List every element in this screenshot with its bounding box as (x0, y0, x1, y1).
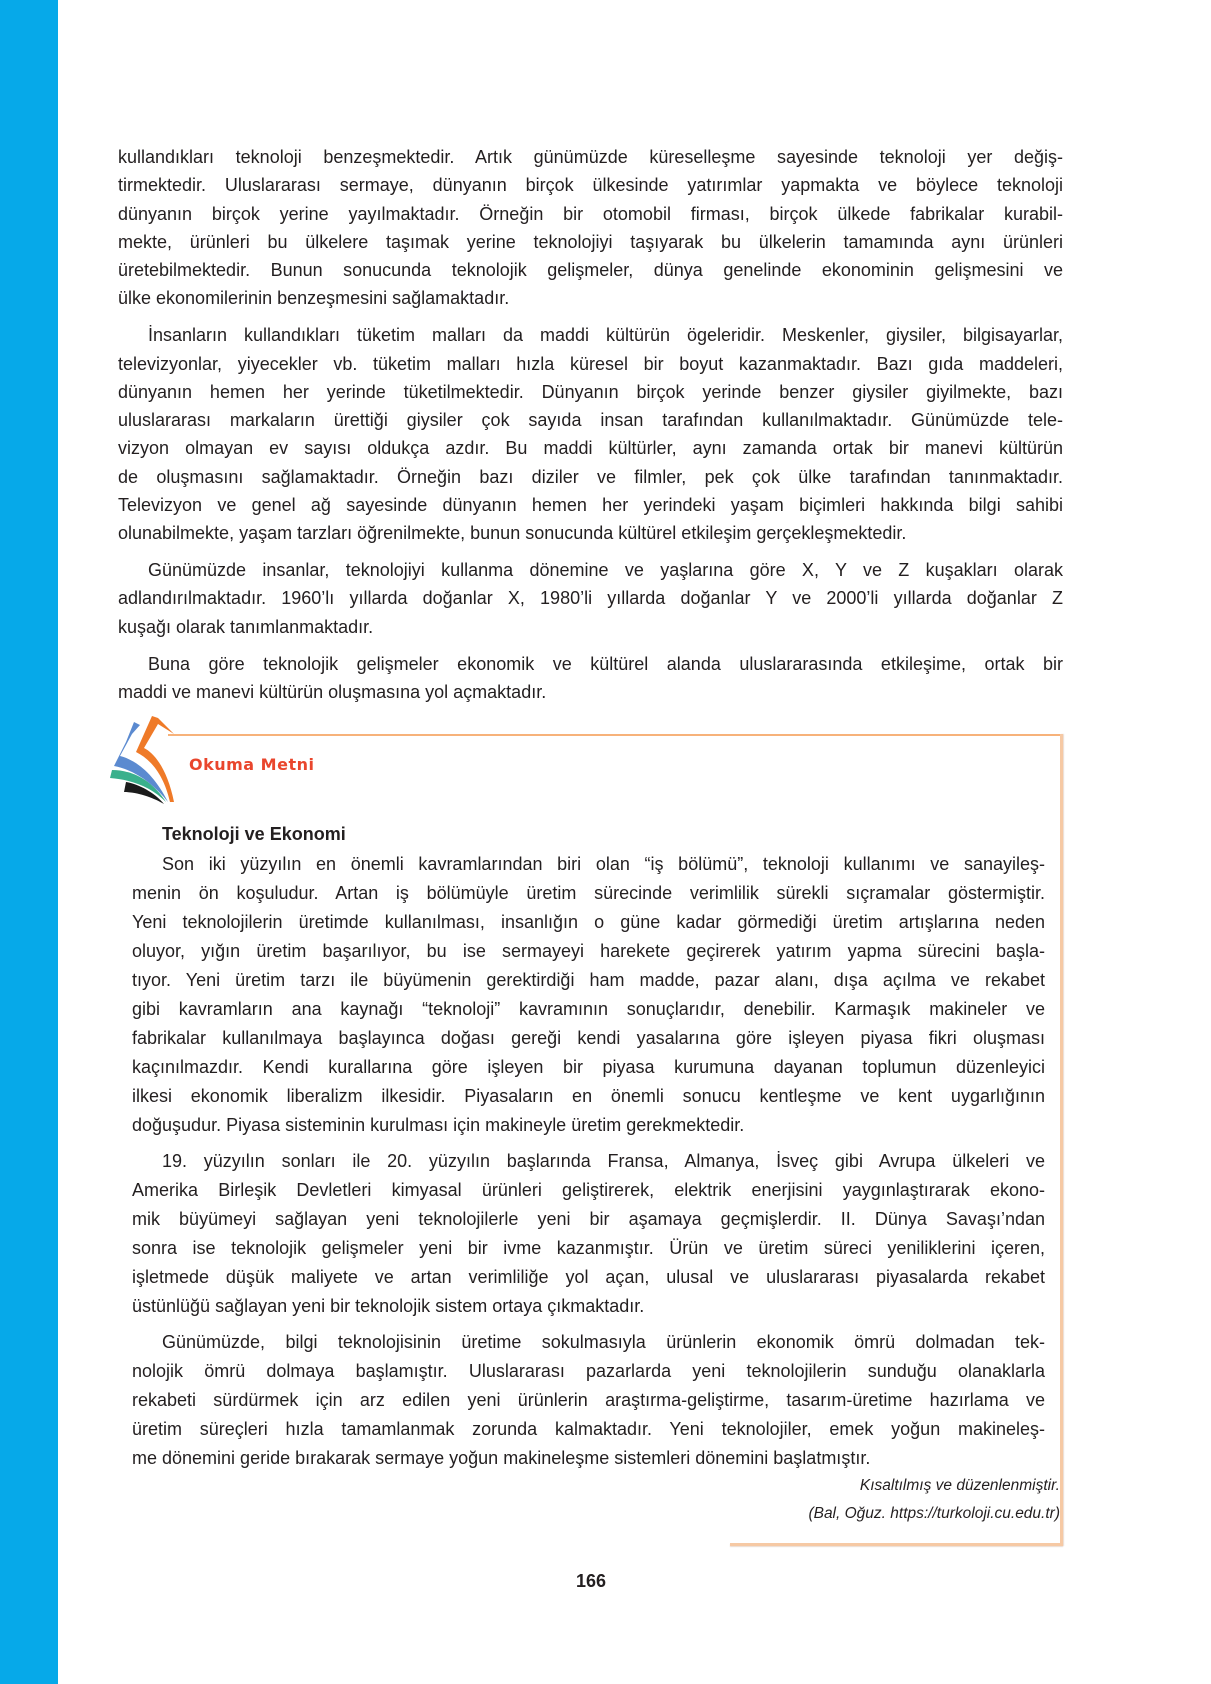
paragraph (132, 850, 1045, 1140)
text-line: sonra ise teknolojik gelişmeler yeni bir ivme kazanmıştır. Ürün ve üretim süreci yeniliklerini içeren, (132, 1238, 1045, 1258)
text-line: me dönemini geride bırakarak sermaye yoğun makineleşme sistemleri dönemini başlatmıştır. (132, 1448, 871, 1468)
paragraph (132, 1328, 1045, 1473)
paragraph (118, 650, 1063, 707)
reading-box-text (132, 850, 1045, 1480)
reading-box-title: Teknoloji ve Ekonomi (162, 824, 346, 844)
text-line: ilkesi ekonomik liberalizm ilkesidir. Piyasaların en önemli sonucu kentleşme ve kent uygarlığının (132, 1086, 1045, 1106)
main-text (118, 143, 1063, 715)
text-line: Yeni teknolojilerin üretimde kullanılması, insanlığın o güne kadar görmediği üretim artışlarına neden (132, 912, 1045, 932)
text-line: olunabilmekte, yaşam tarzları öğrenilmekte, bunun sonucunda kültürel etkileşim gerçekleşmektedir. (118, 523, 907, 544)
text-line: mekte, ürünleri bu ülkelere taşımak yerine teknolojiyi taşıyarak bu ülkelerin tamamında aynı ürünleri (118, 231, 1063, 252)
reading-box-border-top (168, 734, 1062, 736)
citation-source: (Bal, Oğuz. https://turkoloji.cu.edu.tr) (808, 1505, 1060, 1522)
text-line: kullandıkları teknoloji benzeşmektedir. Artık günümüzde küreselleşme sayesinde teknoloji yer değiş- (118, 147, 1063, 167)
text-line: menin ön koşuludur. Artan iş bölümüyle üretim sürecinde verimlilik sürekli sıçramalar göstermiştir. (132, 883, 1045, 903)
text-line: dünyanın birçok yerine yayılmaktadır. Örneğin bir otomobil firması, birçok ülkede fabrikalar kurabil- (118, 203, 1063, 224)
text-line: oluyor, yığın üretim başarılıyor, bu ise sermayeyi harekete geçirerek yatırım yapma sürecini başla- (132, 941, 1045, 961)
text-line: de oluşmasını sağlamaktadır. Örneğin bazı diziler ve filmler, pek çok ülke tarafından tanınmaktadır. (118, 466, 1063, 487)
citation-note: Kısaltılmış ve düzenlenmiştir. (859, 1477, 1060, 1494)
text-line: kuşağı olarak tanımlanmaktadır. (118, 616, 374, 637)
text-line: doğuşudur. Piyasa sisteminin kurulması için makineyle üretim gerekmektedir. (132, 1115, 745, 1135)
text-line: Televizyon ve genel ağ sayesinde dünyanın hemen her yerindeki yaşam biçimleri hakkında bilgi sahibi (118, 495, 1063, 516)
text-line: Buna göre teknolojik gelişmeler ekonomik ve kültürel alanda uluslararasında etkileşime, ortak bir (148, 653, 1063, 674)
reading-box-border-bottom (730, 1543, 1063, 1546)
paragraph (132, 1147, 1045, 1321)
text-line: rekabeti sürdürmek için arz edilen yeni ürünlerin araştırma-geliştirme, tasarım-üretime hazırlama ve (132, 1390, 1045, 1410)
text-line: dünyanın hemen her yerinde tüketilmektedir. Dünyanın birçok yerinde benzer giysiler giyilmekte, bazı (118, 381, 1063, 402)
text-line: İnsanların kullandıkları tüketim malları da maddi kültürün ögeleridir. Meskenler, giysiler, bilgisayarlar, (148, 325, 1063, 346)
open-book-icon (104, 712, 180, 804)
reading-box-label: Okuma Metni (189, 755, 315, 774)
paragraph (118, 143, 1063, 313)
text-line: üretim süreçleri hızla tamamlanmak zorunda kalmaktadır. Yeni teknolojiler, emek yoğun makineleş- (132, 1419, 1045, 1439)
text-line: vizyon olmayan ev sayısı oldukça azdır. Bu maddi kültürler, aynı zamanda ortak bir manevi kültürün (118, 438, 1063, 459)
text-line: televizyonlar, yiyecekler vb. tüketim malları hızla küresel bir boyut kazanmaktadır. Bazı gıda maddeleri, (118, 353, 1063, 374)
text-line: kaçınılmazdır. Kendi kurallarına göre işleyen bir piyasa kurumuna dayanan toplumun düzenleyici (132, 1057, 1045, 1077)
paragraph (118, 556, 1063, 641)
side-color-bar (0, 0, 58, 1684)
text-line: nolojik ömrü dolmaya başlamıştır. Uluslararası pazarlarda yeni teknolojilerin sunduğu olanaklarla (132, 1361, 1045, 1381)
text-line: gibi kavramların ana kaynağı “teknoloji” kavramının sonuçlarıdır, denebilir. Karmaşık makineler ve (132, 999, 1045, 1019)
text-line: uluslararası markaların ürettiği giysiler çok sayıda insan tarafından kullanılmaktadır. Günümüzde tele- (118, 410, 1063, 431)
text-line: 19. yüzyılın sonları ile 20. yüzyılın başlarında Fransa, Almanya, İsveç gibi Avrupa ülkeleri ve (162, 1151, 1045, 1171)
text-line: ülke ekonomilerinin benzeşmesini sağlamaktadır. (118, 288, 510, 309)
text-line: adlandırılmaktadır. 1960’lı yıllarda doğanlar X, 1980’li yıllarda doğanlar Y ve 2000’li yıllarda doğanlar Z (118, 588, 1063, 609)
text-line: tirmektedir. Uluslararası sermaye, dünyanın birçok ülkesinde yatırımlar yapmakta ve böylece teknoloji (118, 175, 1063, 196)
text-line: Son iki yüzyılın en önemli kavramlarından biri olan “iş bölümü”, teknoloji kullanımı ve sanayileş- (162, 854, 1045, 874)
text-line: Amerika Birleşik Devletleri kimyasal ürünleri geliştirerek, elektrik enerjisini yaygınlaştırarak ekono- (132, 1180, 1045, 1200)
text-line: üretebilmektedir. Bunun sonucunda teknolojik gelişmeler, dünya genelinde ekonominin gelişmesini ve (118, 260, 1063, 281)
text-line: tıyor. Yeni üretim tarzı ile büyümenin gerektirdiği ham madde, pazar alanı, dışa açılma ve rekabet (132, 970, 1045, 990)
page-number: 166 (575, 1571, 607, 1591)
reading-box-border-right (1060, 734, 1063, 1546)
text-line: üstünlüğü sağlayan yeni bir teknolojik sistem ortaya çıkmaktadır. (132, 1296, 645, 1316)
text-line: mik büyümeyi sağlayan yeni teknolojilerle yeni bir aşamaya geçmişlerdir. II. Dünya Savaşı’ndan (132, 1209, 1045, 1229)
text-line: maddi ve manevi kültürün oluşmasına yol açmaktadır. (118, 681, 547, 702)
text-line: Günümüzde insanlar, teknolojiyi kullanma dönemine ve yaşlarına göre X, Y ve Z kuşakları olarak (148, 560, 1063, 581)
text-line: Günümüzde, bilgi teknolojisinin üretime sokulmasıyla ürünlerin ekonomik ömrü dolmadan tek- (162, 1332, 1045, 1352)
paragraph (118, 321, 1063, 547)
text-line: işletmede düşük maliyete ve artan verimliliğe yol açan, ulusal ve uluslararası piyasalarda rekabet (132, 1267, 1045, 1287)
text-line: fabrikalar kullanılmaya başlayınca doğası gereği kendi yasalarına göre işleyen piyasa fikri oluşması (132, 1028, 1045, 1048)
